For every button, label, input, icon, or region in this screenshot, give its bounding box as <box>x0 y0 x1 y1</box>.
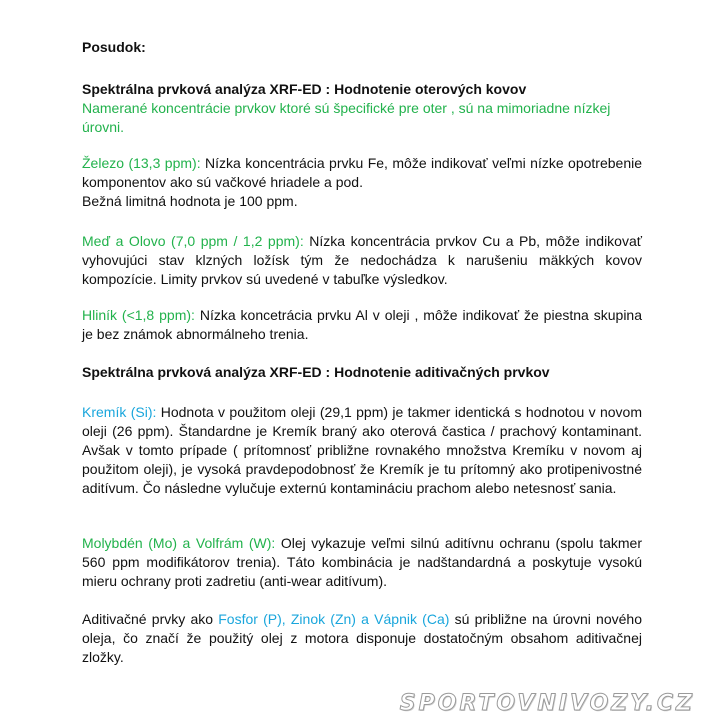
section1-heading: Spektrálna prvková analýza XRF-ED : Hodnotenie oterových kovov <box>82 81 527 97</box>
kremik-label: Kremík (Si): <box>82 404 157 420</box>
aditivacne-label: Fosfor (P), Zinok (Zn) a Vápnik (Ca) <box>218 611 450 627</box>
zelezo-text: Nízka koncentrácia prvku Fe, môže indikovať veľmi nízke opotrebenie komponentov ako sú vačkové hriadele a pod. <box>82 155 643 190</box>
kremik-text: Hodnota v použitom oleji (29,1 ppm) je takmer identická s hodnotou v novom oleji (26 ppm). Štandardne je Kremík braný ako oterová častica / prachový kontaminant. Avšak v tomto prípade ( prítomnosť približne rovnakého množstva Kremíku v novom aj použitom oleji), je vysoká pravdepodobnosť že Kremík je tu prítomný ako protipenivostné aditívum. Čo následne vylučuje externú kontamináciu prachom alebo netesnosť sania. <box>82 404 642 496</box>
hlinik-text: Nízka koncetrácia prvku Al v oleji , môže indikovať že piestna skupina je bez známok abnormálneho trenia. <box>82 307 642 342</box>
zelezo-label: Železo (13,3 ppm): <box>82 155 201 171</box>
hlinik-paragraph <box>82 306 642 344</box>
med-olovo-paragraph <box>82 232 642 289</box>
zelezo-limit: Bežná limitná hodnota je 100 ppm. <box>82 193 298 209</box>
med-olovo-label: Meď a Olovo (7,0 ppm / 1,2 ppm): <box>82 233 304 249</box>
aditivacne-paragraph <box>82 610 642 667</box>
aditivacne-pre: Aditivačné prvky ako <box>82 611 219 627</box>
kremik-paragraph <box>82 403 642 498</box>
watermark-logo: SPORTOVNIVOZY.CZ <box>399 691 695 716</box>
section2-heading: Spektrálna prvková analýza XRF-ED : Hodnotenie aditivačných prvkov <box>82 364 550 380</box>
section1-intro: Namerané koncentrácie prvkov ktoré sú špecifické pre oter , sú na mimoriadne nízkej úrovni. <box>82 100 611 135</box>
zelezo-paragraph <box>82 154 642 192</box>
molybden-text: Olej vykazuje veľmi silnú aditívnu ochranu (spolu takmer 560 ppm modifikátorov trenia). Táto kombinácia je nadštandardná a poskytuje vysokú mieru ochrany proti zadretiu (anti-wear aditívum). <box>82 535 642 589</box>
molybden-paragraph <box>82 534 642 591</box>
hlinik-label: Hliník (<1,8 ppm): <box>82 307 195 323</box>
posudok-title: Posudok: <box>82 39 146 55</box>
aditivacne-post: sú približne na úrovni nového oleja, čo značí že použitý olej z motora disponuje dostatočným obsahom aditivačnej zložky. <box>82 611 642 665</box>
molybden-label: Molybdén (Mo) a Volfrám (W): <box>82 535 276 551</box>
med-olovo-text: Nízka koncentrácia prvkov Cu a Pb, môže indikovať vyhovujúci stav klzných ložísk tým že nedochádza k narušeniu mäkkých kovov kompozície. Limity prvkov sú uvedené v tabuľke výsledkov. <box>82 233 643 287</box>
